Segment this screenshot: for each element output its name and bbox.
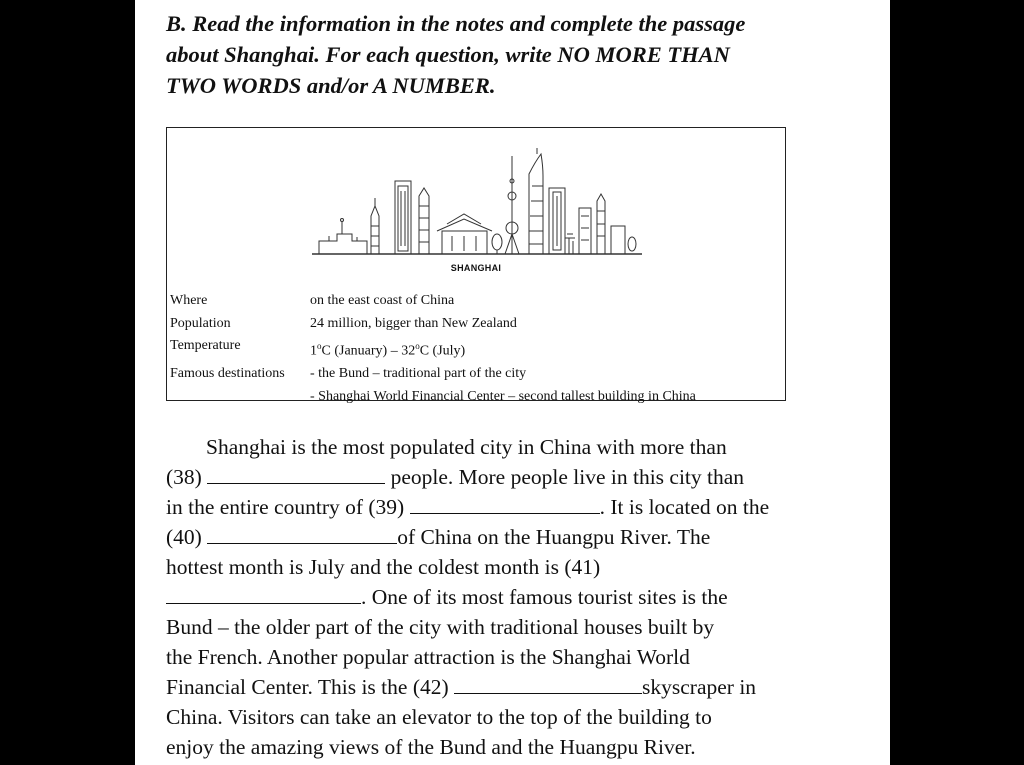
note-row-population	[170, 313, 696, 336]
note-row-temperature	[170, 335, 696, 363]
skyline-caption: SHANGHAI	[450, 263, 502, 273]
passage-line	[166, 672, 856, 702]
temp-jan-number: 1	[310, 343, 317, 359]
worksheet-page	[135, 0, 890, 765]
shanghai-skyline-illustration	[307, 146, 647, 258]
population-value: 24 million, bigger than New Zealand	[310, 315, 517, 331]
question-number-40: (40)	[166, 525, 202, 549]
instruction-line-1: B. Read the information in the notes and complete the passage	[166, 11, 746, 36]
passage-line	[166, 522, 856, 552]
answer-blank-41[interactable]	[166, 584, 361, 604]
temperature-value	[310, 335, 465, 363]
temp-jul-rest: C (July)	[419, 343, 466, 359]
passage-text: of China on the Huangpu River. The	[397, 525, 711, 549]
degree-symbol: o	[415, 341, 420, 351]
passage-line: enjoy the amazing views of the Bund and the Huangpu River.	[166, 735, 696, 759]
famous-destination-1: - the Bund – traditional part of the city	[310, 366, 527, 382]
where-value: on the east coast of China	[310, 293, 455, 308]
passage-text: . One of its most famous tourist sites is the	[361, 585, 728, 609]
note-row-famous	[170, 363, 696, 386]
passage-text: people. More people live in this city than	[390, 465, 745, 489]
famous-label: Famous destinations	[170, 366, 285, 382]
passage-text: skyscraper in	[642, 675, 757, 699]
passage-line: Shanghai is the most populated city in China with more than	[206, 435, 727, 459]
temp-jan-rest: C (January) – 32	[321, 343, 416, 359]
passage-line	[166, 582, 856, 612]
answer-blank-40[interactable]	[207, 524, 397, 544]
passage-line: the French. Another popular attraction is the Shanghai World	[166, 645, 690, 669]
notes-table	[170, 290, 696, 408]
passage-line	[166, 492, 856, 522]
passage-line: Bund – the older part of the city with traditional houses built by	[166, 615, 715, 639]
passage-text: . It is located on the	[599, 495, 770, 519]
instruction-heading	[166, 8, 866, 101]
where-label: Where	[170, 293, 208, 308]
passage-line	[166, 462, 856, 492]
famous-destination-2: - Shanghai World Financial Center – second tallest building in China	[310, 388, 696, 404]
passage-line: hottest month is July and the coldest month is (41)	[166, 555, 601, 579]
question-number-39: in the entire country of (39)	[166, 495, 405, 519]
notes-box	[166, 127, 786, 404]
temperature-label: Temperature	[170, 338, 241, 353]
passage	[166, 432, 856, 762]
passage-line: China. Visitors can take an elevator to the top of the building to	[166, 705, 712, 729]
instruction-line-2: about Shanghai. For each question, write NO MORE THAN	[166, 42, 730, 67]
question-number-42: Financial Center. This is the (42)	[166, 675, 449, 699]
question-number-38: (38)	[166, 465, 202, 489]
degree-symbol: o	[317, 341, 322, 351]
instruction-line-3: TWO WORDS and/or A NUMBER.	[166, 73, 496, 98]
note-row-where	[170, 290, 696, 313]
answer-blank-39[interactable]	[410, 494, 600, 514]
answer-blank-38[interactable]	[207, 464, 385, 484]
answer-blank-42[interactable]	[454, 674, 642, 694]
population-label: Population	[170, 315, 231, 331]
